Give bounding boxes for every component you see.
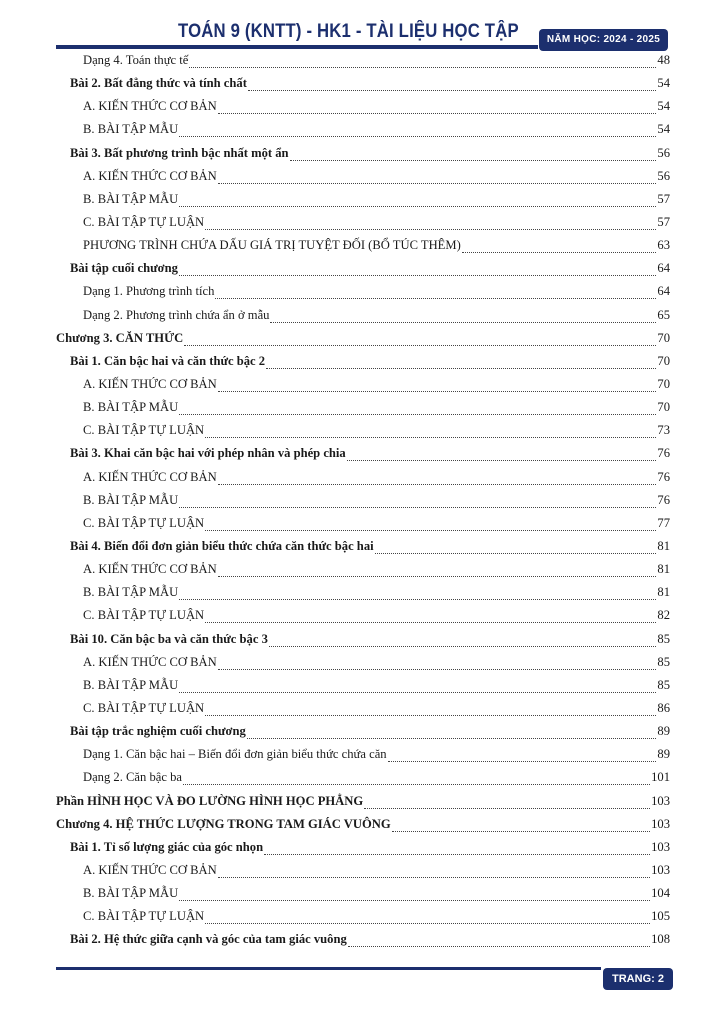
toc-entry-page: 76: [657, 469, 670, 484]
toc-entry[interactable]: [56, 304, 670, 327]
toc-entry-page: 57: [657, 191, 670, 206]
toc-dot-leader: [179, 892, 650, 901]
toc-entry[interactable]: [56, 327, 670, 350]
toc-entry-title: C. BÀI TẬP TỰ LUẬN: [83, 515, 205, 530]
toc-entry-title: Bài 2. Hệ thức giữa cạnh và góc của tam giác vuông: [70, 932, 347, 947]
toc-entry-page: 89: [657, 747, 670, 762]
toc-entry-title: C. BÀI TẬP TỰ LUẬN: [83, 423, 205, 438]
toc-dot-leader: [388, 753, 657, 762]
toc-entry[interactable]: [56, 95, 670, 118]
toc-entry-title: A. KIẾN THỨC CƠ BẢN: [83, 99, 217, 114]
toc-entry-title: A. KIẾN THỨC CƠ BẢN: [83, 862, 217, 877]
toc-entry-title: B. BÀI TẬP MẪU: [83, 400, 179, 415]
toc-entry[interactable]: [56, 720, 670, 743]
toc-dot-leader: [179, 198, 656, 207]
toc-entry[interactable]: [56, 118, 670, 141]
toc-entry[interactable]: [56, 257, 670, 280]
toc-entry-title: A. KIẾN THỨC CƠ BẢN: [83, 469, 217, 484]
toc-entry-page: 85: [657, 654, 670, 669]
toc-entry-page: 85: [657, 677, 670, 692]
toc-entry[interactable]: [56, 836, 670, 859]
toc-entry-page: 103: [651, 862, 670, 877]
toc-entry[interactable]: [56, 581, 670, 604]
toc-entry-page: 76: [657, 492, 670, 507]
toc-entry-title: C. BÀI TẬP TỰ LUẬN: [83, 700, 205, 715]
toc-entry-title: C. BÀI TẬP TỰ LUẬN: [83, 214, 205, 229]
toc-dot-leader: [218, 568, 657, 577]
toc-entry-page: 85: [657, 631, 670, 646]
toc-entry[interactable]: [56, 489, 670, 512]
footer-divider: [56, 967, 601, 970]
toc-entry-title: Bài 10. Căn bậc ba và căn thức bậc 3: [70, 631, 268, 646]
toc-entry[interactable]: [56, 604, 670, 627]
toc-dot-leader: [348, 938, 650, 947]
toc-entry[interactable]: [56, 859, 670, 882]
toc-entry-page: 63: [657, 238, 670, 253]
toc-entry-page: 89: [657, 724, 670, 739]
toc-entry-title: PHƯƠNG TRÌNH CHỨA DẤU GIÁ TRỊ TUYỆT ĐỐI (BỔ TÚC THÊM): [83, 238, 461, 253]
toc-entry[interactable]: [56, 211, 670, 234]
toc-dot-leader: [462, 244, 657, 253]
toc-entry[interactable]: [56, 350, 670, 373]
toc-entry-page: 48: [657, 53, 670, 67]
school-year-badge: NĂM HỌC: 2024 - 2025: [539, 29, 668, 51]
toc-dot-leader: [270, 314, 656, 323]
toc-entry[interactable]: [56, 442, 670, 465]
toc-entry-title: B. BÀI TẬP MẪU: [83, 677, 179, 692]
toc-entry[interactable]: [56, 419, 670, 442]
toc-dot-leader: [179, 591, 656, 600]
toc-entry-title: A. KIẾN THỨC CƠ BẢN: [83, 562, 217, 577]
toc-entry-title: Phần HÌNH HỌC VÀ ĐO LƯỜNG HÌNH HỌC PHẲNG: [56, 793, 364, 808]
toc-entry-page: 56: [657, 145, 670, 160]
toc-dot-leader: [184, 337, 656, 346]
toc-entry[interactable]: [56, 905, 670, 928]
table-of-contents: [56, 49, 670, 951]
toc-dot-leader: [392, 823, 650, 832]
toc-entry[interactable]: [56, 535, 670, 558]
toc-entry-title: Chương 4. HỆ THỨC LƯỢNG TRONG TAM GIÁC VUÔNG: [56, 816, 391, 831]
toc-dot-leader: [375, 545, 657, 554]
toc-entry-page: 77: [657, 515, 670, 530]
toc-entry-page: 103: [651, 793, 670, 808]
toc-entry[interactable]: [56, 280, 670, 303]
toc-entry-title: Bài tập trắc nghiệm cuối chương: [70, 724, 246, 739]
toc-dot-leader: [179, 406, 656, 415]
toc-entry[interactable]: [56, 396, 670, 419]
toc-entry-page: 101: [651, 770, 670, 785]
toc-dot-leader: [205, 915, 650, 924]
toc-entry[interactable]: [56, 813, 670, 836]
toc-entry[interactable]: [56, 628, 670, 651]
toc-entry[interactable]: [56, 674, 670, 697]
toc-entry-title: Dạng 1. Phương trình tích: [83, 284, 215, 299]
toc-entry[interactable]: [56, 373, 670, 396]
toc-entry-page: 70: [657, 353, 670, 368]
toc-entry-page: 73: [657, 423, 670, 438]
toc-dot-leader: [218, 383, 657, 392]
toc-entry-page: 76: [657, 446, 670, 461]
toc-dot-leader: [218, 661, 657, 670]
toc-entry-page: 105: [651, 909, 670, 924]
toc-dot-leader: [205, 221, 656, 230]
toc-entry-title: Dạng 4. Toán thực tế: [83, 53, 189, 67]
toc-entry-title: Bài 1. Tỉ số lượng giác của góc nhọn: [70, 839, 264, 854]
toc-entry-title: B. BÀI TẬP MẪU: [83, 122, 179, 137]
toc-dot-leader: [218, 869, 650, 878]
toc-entry[interactable]: [56, 466, 670, 489]
toc-entry-title: Chương 3. CĂN THỨC: [56, 330, 184, 345]
toc-entry[interactable]: [56, 234, 670, 257]
toc-entry-title: Bài 1. Căn bậc hai và căn thức bậc 2: [70, 353, 266, 368]
toc-entry[interactable]: [56, 743, 670, 766]
toc-dot-leader: [290, 152, 657, 161]
toc-entry-title: B. BÀI TẬP MẪU: [83, 492, 179, 507]
toc-dot-leader: [264, 846, 650, 855]
page-number-badge: TRANG: 2: [603, 968, 673, 990]
toc-dot-leader: [364, 800, 650, 809]
toc-entry-page: 70: [657, 330, 670, 345]
toc-dot-leader: [266, 360, 656, 369]
toc-entry[interactable]: [56, 790, 670, 813]
toc-entry[interactable]: [56, 697, 670, 720]
toc-entry[interactable]: [56, 49, 670, 72]
toc-entry-title: A. KIẾN THỨC CƠ BẢN: [83, 168, 217, 183]
toc-entry-page: 103: [651, 839, 670, 854]
toc-entry-page: 65: [657, 307, 670, 322]
toc-entry-page: 82: [657, 608, 670, 623]
toc-entry-page: 54: [657, 76, 670, 91]
toc-dot-leader: [269, 638, 657, 647]
toc-entry-page: 70: [657, 376, 670, 391]
toc-entry[interactable]: [56, 558, 670, 581]
toc-entry-title: B. BÀI TẬP MẪU: [83, 886, 179, 901]
toc-dot-leader: [347, 452, 657, 461]
document-title: TOÁN 9 (KNTT) - HK1 - TÀI LIỆU HỌC TẬP: [178, 21, 519, 42]
toc-dot-leader: [189, 59, 656, 68]
toc-entry-title: A. KIẾN THỨC CƠ BẢN: [83, 654, 217, 669]
toc-entry-page: 56: [657, 168, 670, 183]
toc-dot-leader: [215, 290, 656, 299]
toc-entry-page: 104: [651, 886, 670, 901]
toc-dot-leader: [218, 105, 657, 114]
toc-entry-title: Bài 3. Khai căn bậc hai với phép nhân và phép chia: [70, 446, 346, 461]
toc-dot-leader: [179, 684, 656, 693]
toc-entry[interactable]: [56, 512, 670, 535]
toc-entry[interactable]: [56, 165, 670, 188]
toc-entry-title: B. BÀI TẬP MẪU: [83, 191, 179, 206]
toc-entry-page: 57: [657, 214, 670, 229]
toc-entry-title: C. BÀI TẬP TỰ LUẬN: [83, 909, 205, 924]
toc-entry-title: A. KIẾN THỨC CƠ BẢN: [83, 376, 217, 391]
toc-entry-title: Bài 4. Biến đổi đơn giản biểu thức chứa căn thức bậc hai: [70, 538, 374, 553]
toc-entry-title: Bài 2. Bất đẳng thức và tính chất: [70, 76, 247, 91]
toc-dot-leader: [205, 522, 656, 531]
toc-entry-title: Dạng 1. Căn bậc hai – Biến đổi đơn giản biểu thức chứa căn: [83, 747, 387, 762]
toc-entry-page: 54: [657, 122, 670, 137]
toc-entry-title: Dạng 2. Căn bậc ba: [83, 770, 182, 785]
toc-entry[interactable]: [56, 882, 670, 905]
toc-dot-leader: [205, 614, 656, 623]
toc-dot-leader: [218, 476, 657, 485]
toc-entry[interactable]: [56, 142, 670, 165]
toc-dot-leader: [218, 175, 657, 184]
toc-dot-leader: [179, 499, 656, 508]
toc-dot-leader: [205, 707, 656, 716]
toc-entry[interactable]: [56, 651, 670, 674]
toc-entry[interactable]: [56, 188, 670, 211]
toc-dot-leader: [247, 730, 657, 739]
toc-entry-title: Bài 3. Bất phương trình bậc nhất một ẩn: [70, 145, 289, 160]
toc-dot-leader: [183, 776, 650, 785]
toc-entry-page: 70: [657, 400, 670, 415]
toc-entry[interactable]: [56, 72, 670, 95]
toc-entry[interactable]: [56, 766, 670, 789]
toc-entry-page: 81: [657, 538, 670, 553]
toc-entry-page: 103: [651, 816, 670, 831]
toc-entry-page: 86: [657, 700, 670, 715]
toc-entry-page: 81: [657, 585, 670, 600]
toc-dot-leader: [179, 267, 656, 276]
toc-entry-title: B. BÀI TẬP MẪU: [83, 585, 179, 600]
toc-dot-leader: [179, 128, 656, 137]
toc-entry-title: C. BÀI TẬP TỰ LUẬN: [83, 608, 205, 623]
toc-entry-page: 64: [657, 261, 670, 276]
toc-entry-title: Dạng 2. Phương trình chứa ẩn ở mẫu: [83, 307, 270, 322]
toc-entry-title: Bài tập cuối chương: [70, 261, 178, 276]
toc-entry-page: 54: [657, 99, 670, 114]
toc-entry-page: 81: [657, 562, 670, 577]
toc-dot-leader: [205, 429, 656, 438]
toc-entry[interactable]: [56, 928, 670, 951]
toc-entry-page: 64: [657, 284, 670, 299]
toc-dot-leader: [248, 82, 657, 91]
toc-entry-page: 108: [651, 932, 670, 947]
